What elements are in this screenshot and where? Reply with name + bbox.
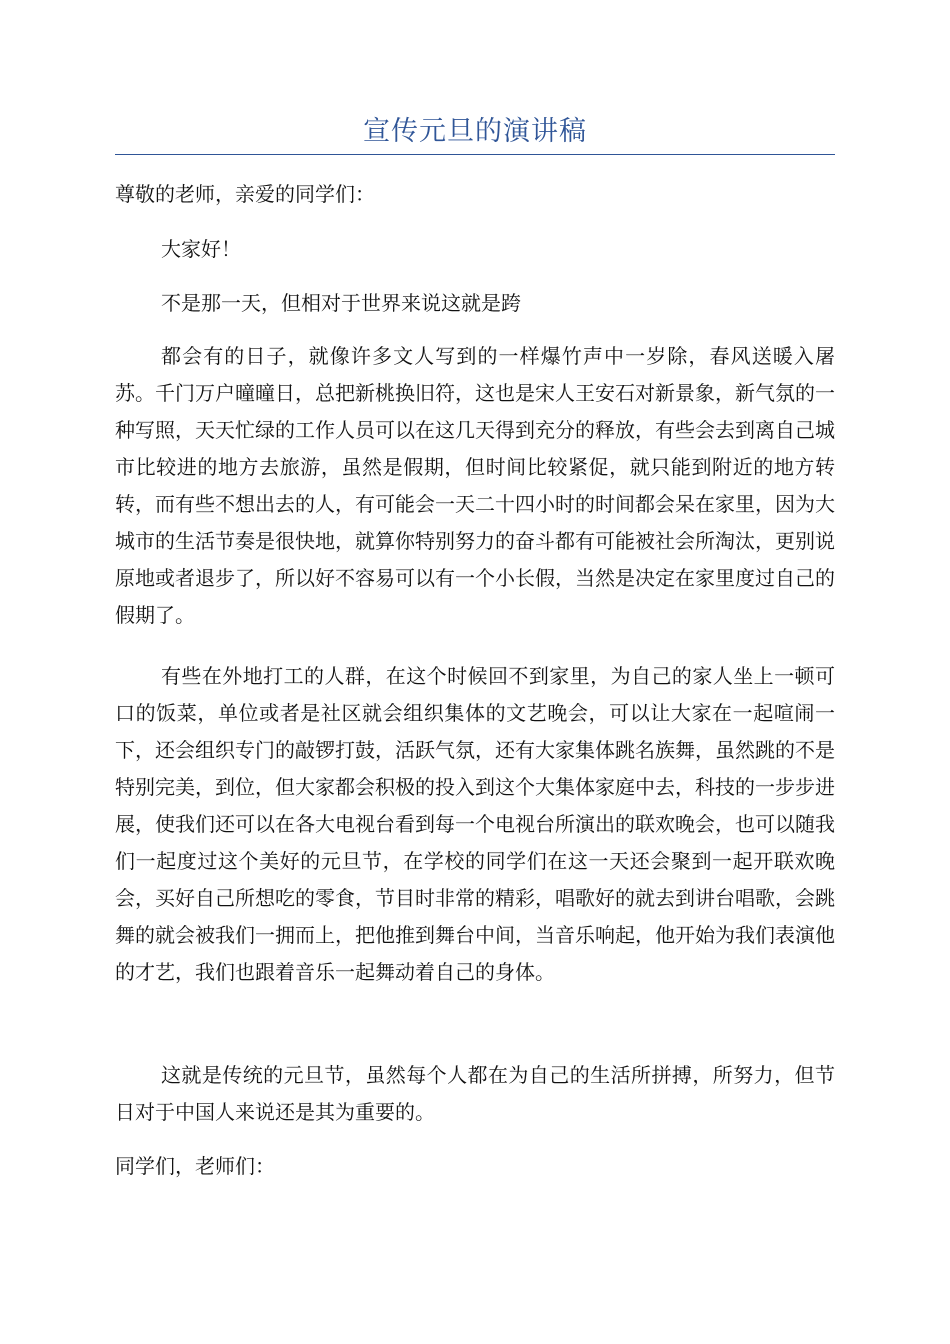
- title-underline: [115, 154, 835, 155]
- paragraph-3: 有些在外地打工的人群，在这个时候回不到家里，为自己的家人坐上一顿可口的饭菜，单位或者是社区就会组织集体的文艺晚会，可以让大家在一起喧闹一下，还会组织专门的敲锣打鼓，活跃气氛，还有大家集体跳名族舞，虽然跳的不是特别完美，到位，但大家都会积极的投入到这个大集体家庭中去，科技的一步步进展，使我们还可以在各大电视台看到每一个电视台所演出的联欢晚会，也可以随我们一起度过这个美好的元旦节，在学校的同学们在这一天还会聚到一起开联欢晚会，买好自己所想吃的零食，节目时非常的精彩，唱歌好的就去到讲台唱歌，会跳舞的就会被我们一拥而上，把他推到舞台中间，当音乐响起，他开始为我们表演他的才艺，我们也跟着音乐一起舞动着自己的身体。: [115, 664, 835, 984]
- closing-salutation: 同学们，老师们：: [115, 1154, 275, 1178]
- greeting: 大家好！: [161, 237, 241, 261]
- paragraph-1: 不是那一天，但相对于世界来说这就是跨: [161, 291, 521, 315]
- paragraph-4: 这就是传统的元旦节，虽然每个人都在为自己的生活所拼搏，所努力，但节日对于中国人来说还是其为重要的。: [115, 1063, 835, 1124]
- salutation: 尊敬的老师，亲爱的同学们：: [115, 182, 375, 206]
- document-title: 宣传元旦的演讲稿: [363, 116, 587, 147]
- paragraph-2: 都会有的日子，就像许多文人写到的一样爆竹声中一岁除，春风送暖入屠苏。千门万户曈曈日，总把新桃换旧符，这也是宋人王安石对新景象，新气氛的一种写照，天天忙绿的工作人员可以在这几天得到充分的释放，有些会去到离自己城市比较进的地方去旅游，虽然是假期，但时间比较紧促，就只能到附近的地方转转，而有些不想出去的人，有可能会一天二十四小时的时间都会呆在家里，因为大城市的生活节奏是很快地，就算你特别努力的奋斗都有可能被社会所淘汰，更别说原地或者退步了，所以好不容易可以有一个小长假，当然是决定在家里度过自己的假期了。: [115, 344, 835, 627]
